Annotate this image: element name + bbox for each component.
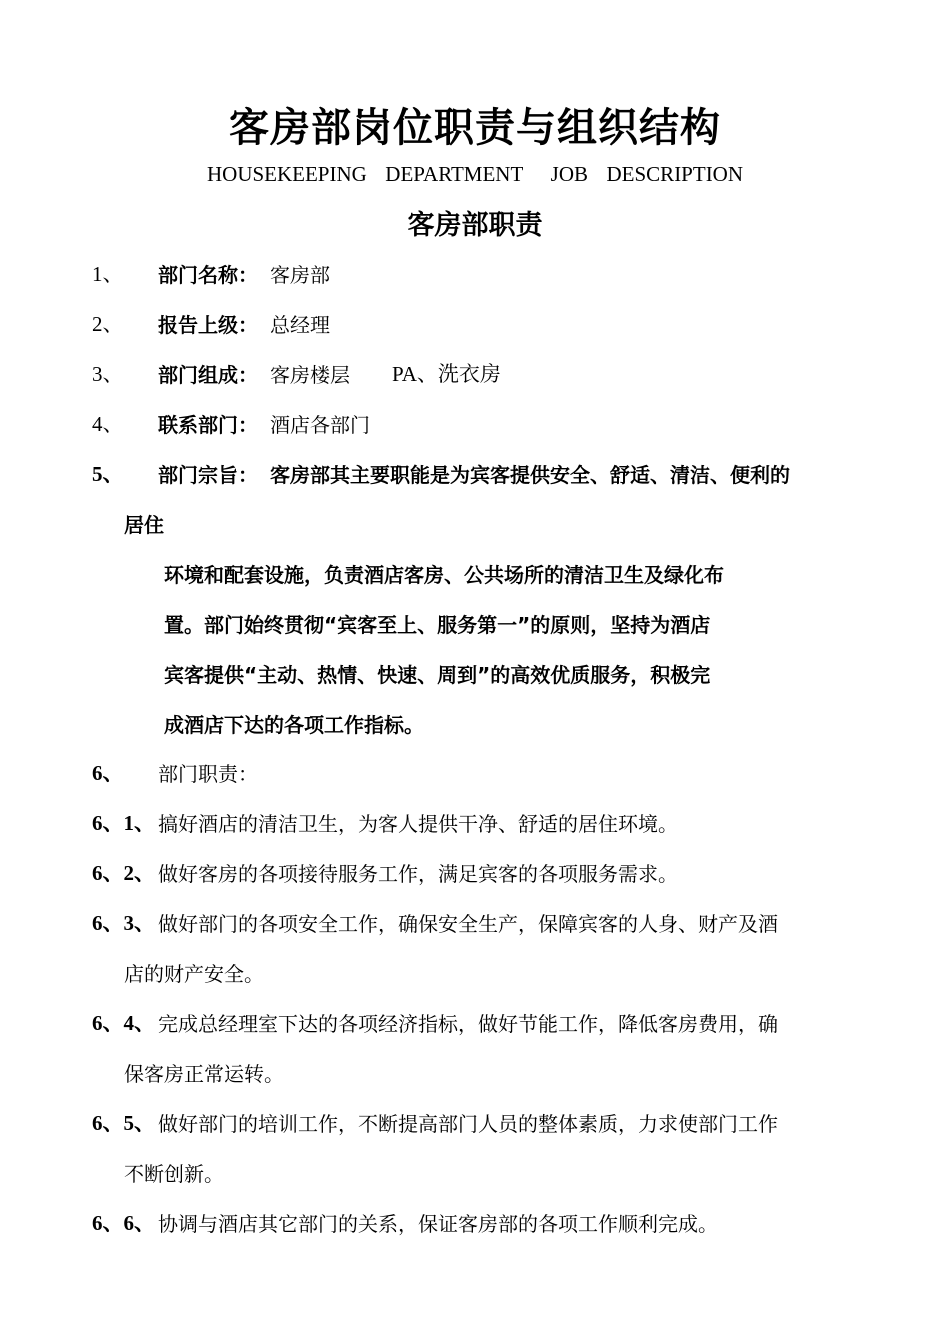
item-number: 5、 [92, 462, 124, 486]
duty-number: 6、3、 [92, 911, 155, 935]
item-value: 客房楼层 [270, 363, 350, 387]
duty-number: 6、6、 [92, 1211, 155, 1235]
duty-text-line: 不断创新。 [124, 1162, 224, 1186]
item-label: 联系部门： [158, 413, 258, 437]
duty-number: 6、2、 [92, 861, 155, 885]
item-number: 3、 [92, 362, 124, 386]
duty-text-line: 做好部门的各项安全工作，确保安全生产，保障宾客的人身、财产及酒 [158, 912, 778, 936]
duty-text-line: 店的财产安全。 [124, 962, 264, 986]
item-value: 酒店各部门 [270, 413, 370, 437]
item-text-line: 客房部其主要职能是为宾客提供安全、舒适、清洁、便利的 [270, 463, 790, 487]
item-value: 客房部 [270, 263, 330, 287]
item-value: 总经理 [270, 313, 330, 337]
section-heading: 客房部职责 [407, 210, 543, 241]
duty-text-line: 完成总经理室下达的各项经济指标，做好节能工作，降低客房费用，确 [158, 1012, 778, 1036]
duty-text-line: 保客房正常运转。 [124, 1062, 284, 1086]
document-subtitle: HOUSEKEEPING DEPARTMENT JOB DESCRIPTION [206, 162, 744, 186]
item-extra: PA、洗衣房 [392, 362, 501, 386]
item-label: 部门组成： [158, 363, 258, 387]
item-label: 部门名称： [158, 263, 258, 287]
duty-text-line: 做好部门的培训工作，不断提高部门人员的整体素质，力求使部门工作 [158, 1112, 778, 1136]
document-title: 客房部岗位职责与组织结构 [229, 105, 721, 151]
duty-number: 6、4、 [92, 1011, 155, 1035]
duty-text-line: 协调与酒店其它部门的关系，保证客房部的各项工作顺利完成。 [158, 1212, 718, 1236]
item-label: 部门宗旨： [158, 463, 258, 487]
item-label: 报告上级： [158, 313, 258, 337]
duty-number: 6、1、 [92, 811, 155, 835]
item-label: 部门职责： [158, 762, 258, 786]
item-number: 1、 [92, 262, 124, 286]
duty-text-line: 做好客房的各项接待服务工作，满足宾客的各项服务需求。 [158, 862, 678, 886]
item-number: 2、 [92, 312, 124, 336]
item-number: 4、 [92, 412, 124, 436]
item-text-line: 环境和配套设施，负责酒店客房、公共场所的清洁卫生及绿化布 [164, 563, 724, 587]
item-text-line: 成酒店下达的各项工作指标。 [164, 713, 424, 737]
duty-text-line: 搞好酒店的清洁卫生，为客人提供干净、舒适的居住环境。 [158, 812, 678, 836]
duty-number: 6、5、 [92, 1111, 155, 1135]
item-number: 6、 [92, 761, 124, 785]
item-text-line: 置。部门始终贯彻“宾客至上、服务第一”的原则，坚持为酒店 [164, 613, 711, 637]
item-text-line: 宾客提供“主动、热情、快速、周到”的高效优质服务，积极完 [164, 663, 711, 687]
item-text-line: 居住 [124, 513, 164, 537]
